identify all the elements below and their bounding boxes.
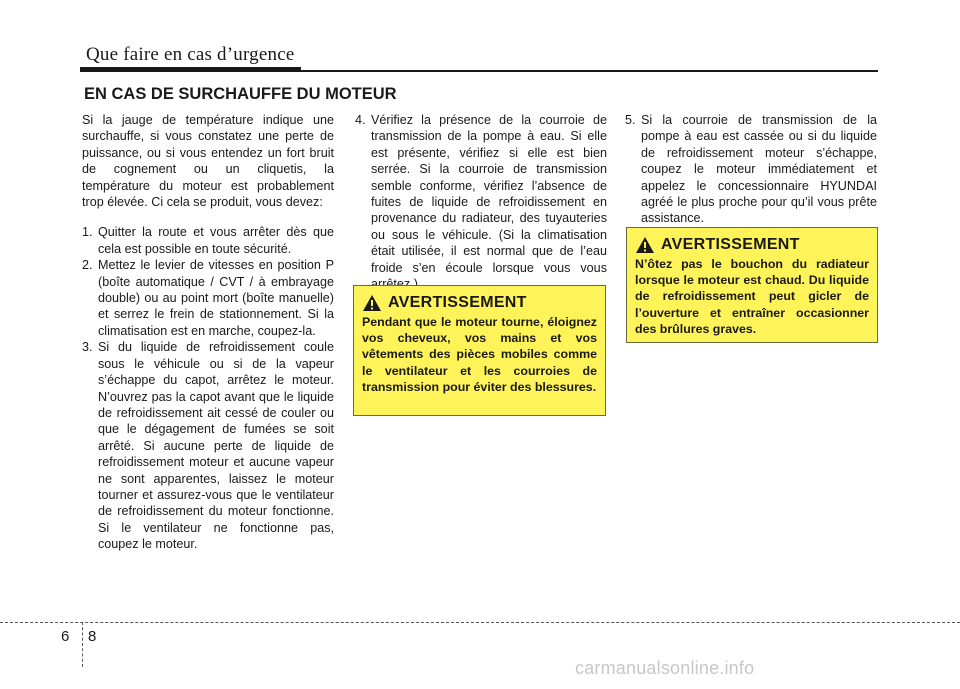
warning-box-fan (353, 285, 606, 416)
column-2 (355, 112, 607, 292)
warning-triangle-icon (635, 236, 655, 254)
footer-rule (0, 622, 960, 623)
page-number: 8 (88, 628, 97, 645)
warning-text: Pendant que le moteur tourne, éloignez vos cheveux, vos mains et vos vêtements des pièces mobiles comme le ventilateur et les courroies de transmission pour éviter des blessures. (362, 315, 597, 394)
column-1 (82, 112, 334, 553)
step-text: Si la courroie de transmission de la pompe à eau est cassée ou si du liquide de refroidissement moteur s’échappe, coupez le moteur immédiatement et appelez le concessionnaire HYUNDAI agréé le plus proche pour qu’il vous prête assistance. (641, 113, 877, 226)
step-text: Mettez le levier de vitesses en position P (boîte automatique / CVT / à embrayage double) ou au point mort (boîte manuelle) et serrez le frein de stationnement. Si la climatisation est en marche, coupez-la. (98, 258, 334, 338)
list-item (625, 112, 877, 227)
warning-triangle-icon (362, 294, 382, 312)
warning-header (362, 294, 597, 312)
watermark: carmanualsonline.info (575, 658, 755, 678)
step-number: 5. (625, 113, 636, 127)
list-item (355, 112, 607, 292)
section-title: EN CAS DE SURCHAUFFE DU MOTEUR (84, 85, 397, 103)
step-number: 1. (82, 225, 93, 240)
warning-header (635, 236, 869, 254)
step-number: 2. (82, 258, 93, 273)
footer-divider (82, 622, 83, 667)
warning-title: AVERTISSEMENT (388, 294, 527, 311)
page-header-title: Que faire en cas d’urgence (86, 44, 295, 65)
steps-list-2 (355, 112, 607, 292)
step-number: 3. (82, 340, 93, 355)
warning-title: AVERTISSEMENT (661, 236, 800, 253)
column-3 (625, 112, 877, 227)
chapter-number: 6 (61, 628, 70, 645)
warning-text: N’ôtez pas le bouchon du radiateur lorsque le moteur est chaud. Du liquide de refroidissement peut gicler de l’ouverture et entraîner occasionner des brûlures graves. (635, 257, 869, 336)
step-number: 4. (355, 113, 366, 127)
steps-list-3 (625, 112, 877, 227)
intro-paragraph: Si la jauge de température indique une surchauffe, si vous constatez une perte de puissance, ou si vous entendez un fort bruit de cognement ou un cliquetis, la température du moteur est probablement trop élevée. Ci cela se produit, vous devez: (82, 113, 334, 210)
warning-box-radiator (626, 227, 878, 343)
list-item (82, 257, 334, 339)
steps-list-1 (82, 224, 334, 552)
step-text: Vérifiez la présence de la courroie de transmission de la pompe à eau. Si elle est présente, vérifiez si elle est bien serrée. Si la courroie de transmission semble conforme, vérifiez l’absence de fuites de liquide de refroidissement en provenance du radiateur, des tuyauteries ou sous le véhicule. (Si la climatisation était utilisée, il est normal que de l’eau froide s’en écoule lorsque vous vous (371, 113, 607, 275)
step-text: Quitter la route et vous arrêter dès que cela est possible en toute sécurité. (98, 225, 334, 256)
list-item (82, 339, 334, 552)
step-text: Si du liquide de refroidissement coule sous le véhicule ou si de la vapeur s’échappe du capot, arrêtez le moteur. N’ouvrez pas la capot avant que le liquide de refroidissement ait cessé de couler ou que le dégagement de fumées se soit arrêté. Si aucune perte de liquide de refroidissement moteur et aucune vapeur ne sont apparentes, laissez le moteur tourner et assurez-vous que le ventilateur de refroidissement du moteur fonctionne. Si le ventilateur ne fonctionne pas, coupez le moteur. (98, 340, 334, 552)
header-rule (80, 70, 878, 72)
list-item (82, 224, 334, 257)
